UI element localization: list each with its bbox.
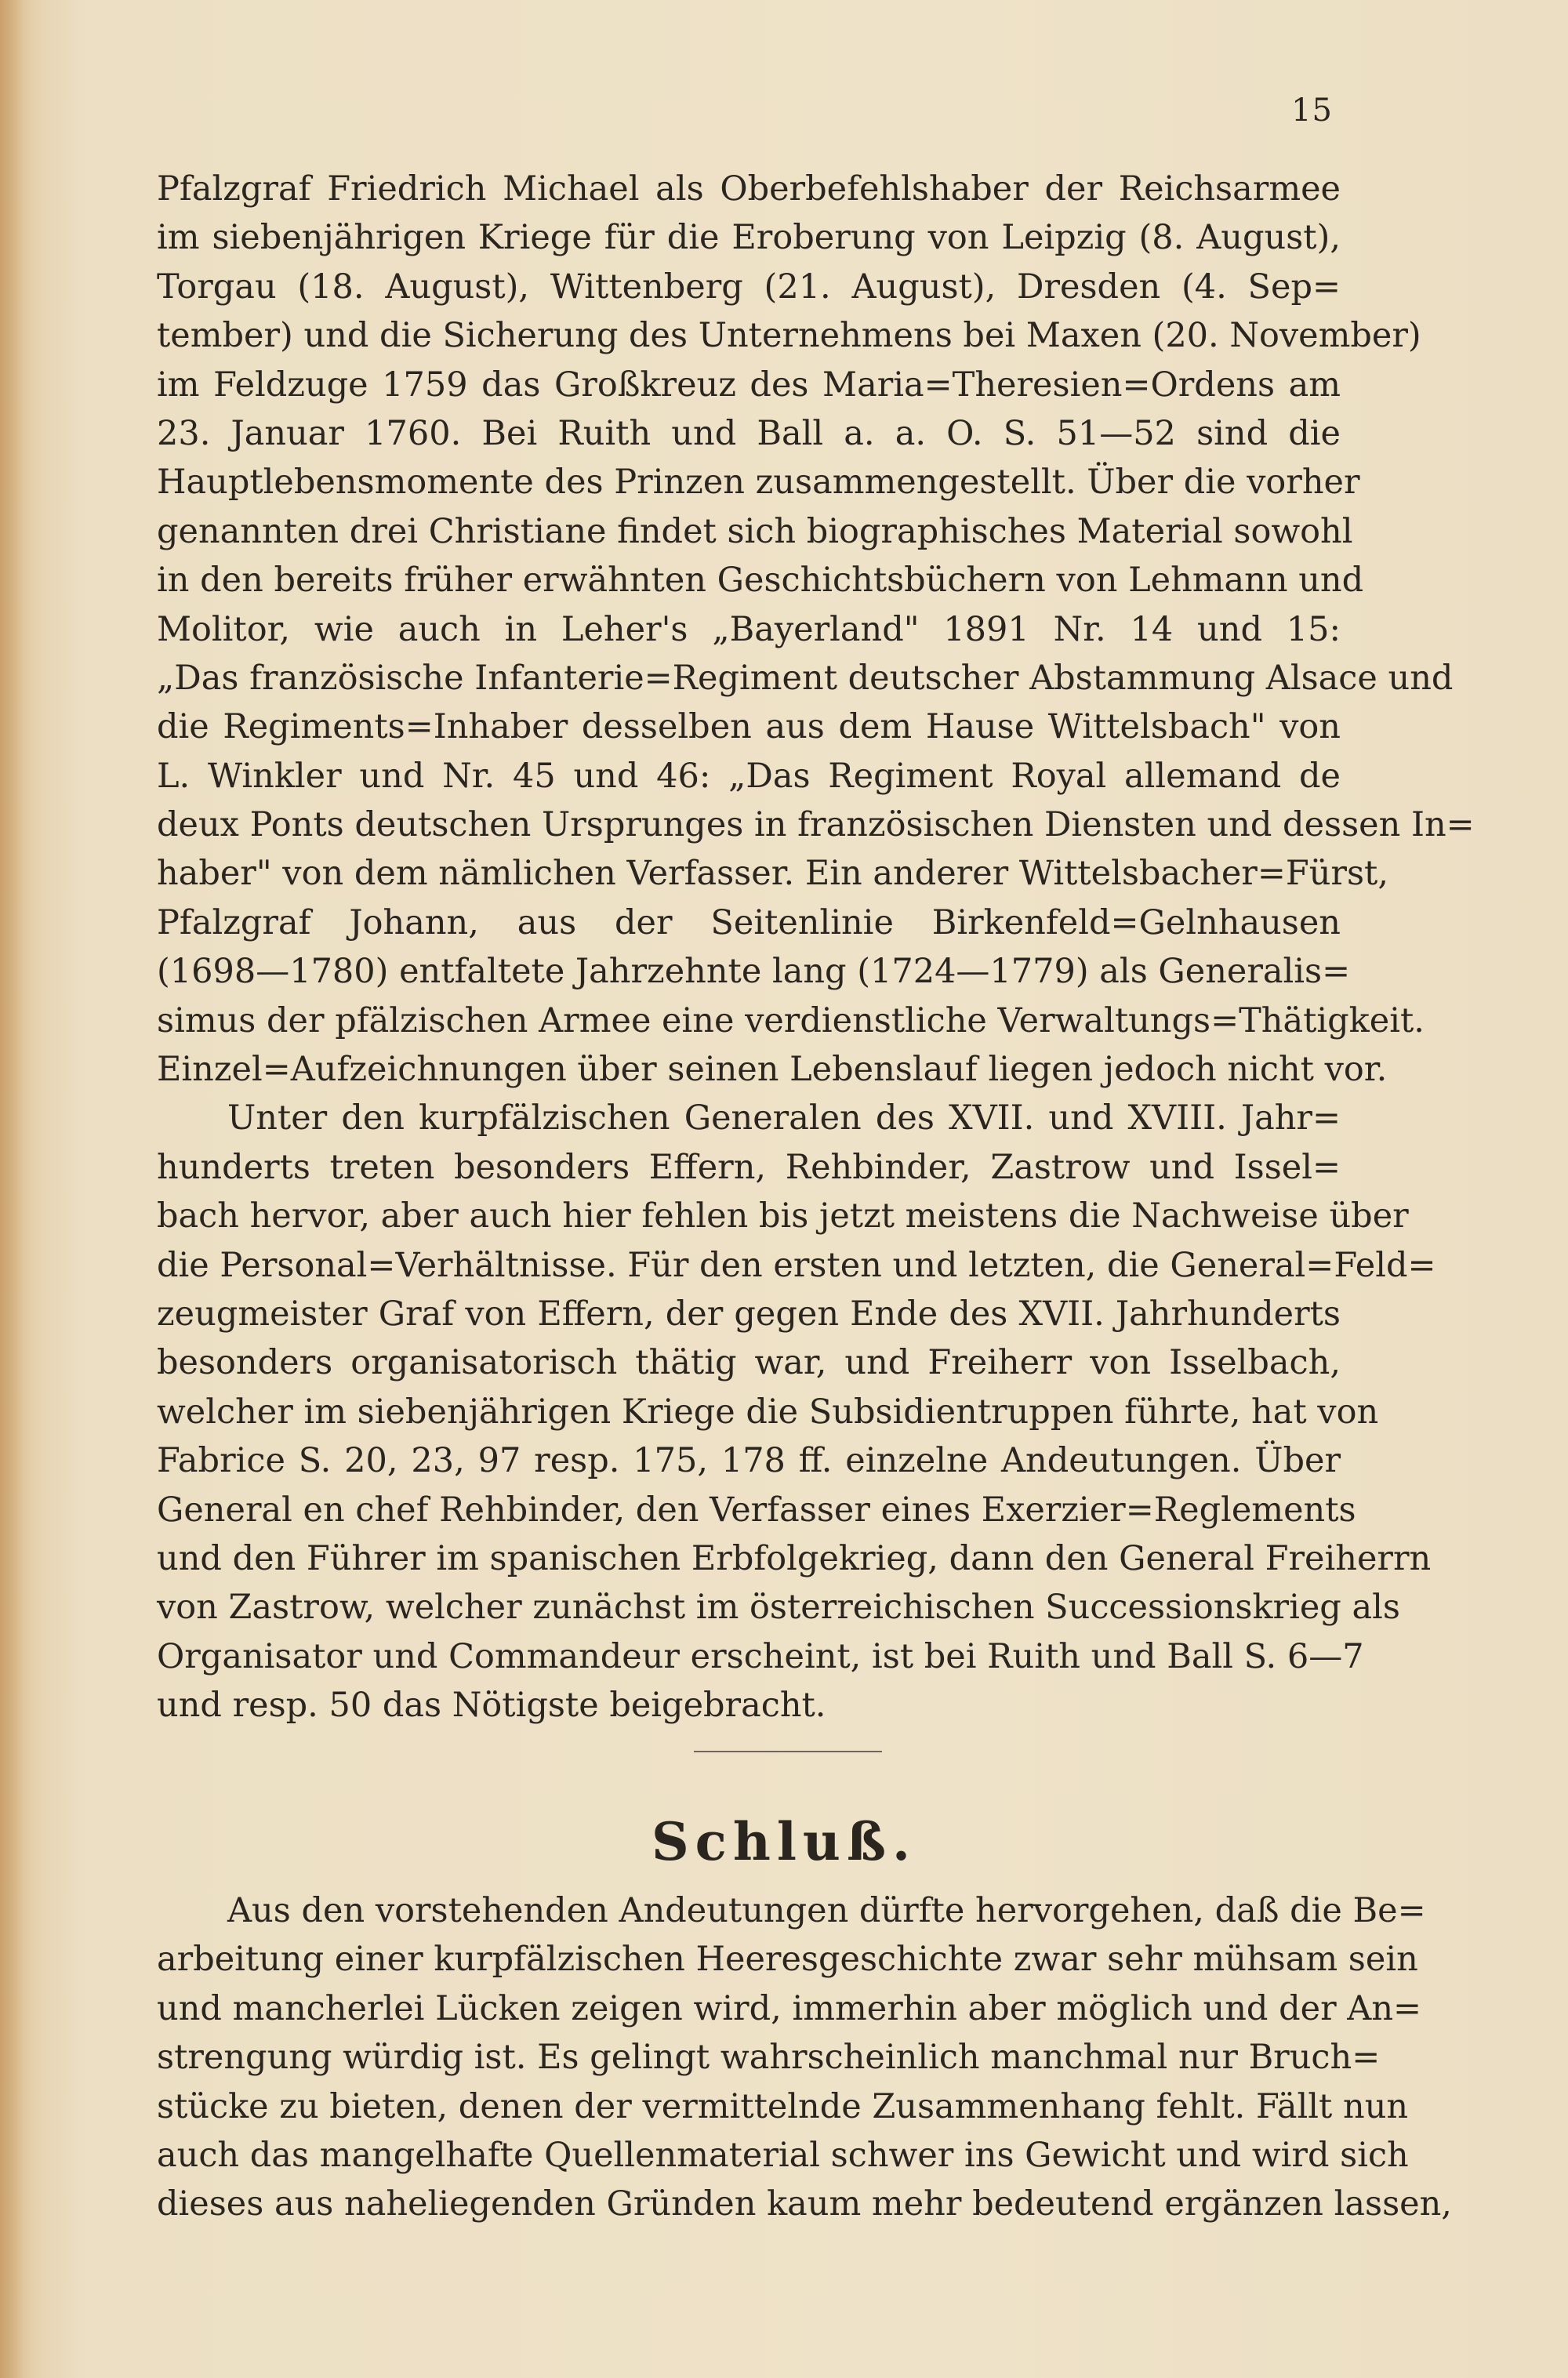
text-line: welcher im siebenjährigen Kriege die Subsidientruppen führte, hat von [157, 1392, 1379, 1432]
text-line: Hauptlebensmomente des Prinzen zusammengestellt. Über die vorher [157, 463, 1360, 503]
text-line: strengung würdig ist. Es gelingt wahrscheinlich manchmal nur Bruch= [157, 2038, 1381, 2078]
text-line: in den bereits früher erwähnten Geschichtsbüchern von Lehmann und [157, 561, 1364, 601]
main-text-block [157, 165, 1475, 1730]
text-line: und resp. 50 das Nötigste beigebracht. [157, 1686, 826, 1726]
text-line: Fabrice S. 20, 23, 97 resp. 175, 178 ff. einzelne Andeutungen. Über [157, 1441, 1341, 1481]
text-line: arbeitung einer kurpfälzischen Heeresgeschichte zwar sehr mühsam sein [157, 1940, 1418, 1980]
text-line: bach hervor, aber auch hier fehlen bis jetzt meistens die Nachweise über [157, 1196, 1409, 1236]
text-line: besonders organisatorisch thätig war, und Freiherr von Isselbach, [157, 1343, 1341, 1383]
paragraph-start-line: Aus den vorstehenden Andeutungen dürfte hervorgehen, daß die Be= [227, 1891, 1426, 1930]
text-line: Pfalzgraf Johann, aus der Seitenlinie Birkenfeld=Gelnhausen [157, 902, 1341, 942]
text-line: im siebenjährigen Kriege für die Eroberung von Leipzig (8. August), [157, 218, 1341, 258]
text-line: 23. Januar 1760. Bei Ruith und Ball a. a. O. S. 51—52 sind die [157, 413, 1341, 453]
text-line: die Regiments=Inhaber desselben aus dem Hause Wittelsbach" von [157, 707, 1341, 747]
text-line: und den Führer im spanischen Erbfolgekrieg, dann den General Freiherrn [157, 1538, 1432, 1578]
text-line: Torgau (18. August), Wittenberg (21. August), Dresden (4. Sep= [157, 267, 1341, 307]
paragraph-start-line: Unter den kurpfälzischen Generalen des XVII. und XVIII. Jahr= [227, 1098, 1341, 1138]
text-line: haber" von dem nämlichen Verfasser. Ein anderer Wittelsbacher=Fürst, [157, 854, 1388, 894]
text-line: simus der pfälzischen Armee eine verdienstliche Verwaltungs=Thätigkeit. [157, 1000, 1425, 1040]
text-line: von Zastrow, welcher zunächst im österreichischen Successionskrieg als [157, 1588, 1400, 1628]
page-edge-stain [0, 0, 47, 2378]
text-line: deux Ponts deutschen Ursprunges in französischen Diensten und dessen In= [157, 805, 1475, 845]
text-line: L. Winkler und Nr. 45 und 46: „Das Regiment Royal allemand de [157, 756, 1341, 796]
closing-text-block [157, 1886, 1452, 2229]
text-line: „Das französische Infanterie=Regiment deutscher Abstammung Alsace und [157, 658, 1454, 698]
text-line: Organisator und Commandeur erscheint, ist bei Ruith und Ball S. 6—7 [157, 1636, 1364, 1676]
text-line: zeugmeister Graf von Effern, der gegen Ende des XVII. Jahrhunderts [157, 1294, 1341, 1334]
text-line: dieses aus naheliegenden Gründen kaum mehr bedeutend ergänzen lassen, [157, 2184, 1452, 2224]
text-line: im Feldzuge 1759 das Großkreuz des Maria=Theresien=Ordens am [157, 365, 1341, 405]
text-line: General en chef Rehbinder, den Verfasser eines Exerzier=Reglements [157, 1490, 1356, 1530]
text-line: die Personal=Verhältnisse. Für den ersten und letzten, die General=Feld= [157, 1245, 1436, 1285]
text-line: (1698—1780) entfaltete Jahrzehnte lang (1724—1779) als Generalis= [157, 952, 1351, 992]
page-number: 15 [1291, 93, 1333, 129]
text-line: Molitor, wie auch in Leher's „Bayerland" 1891 Nr. 14 und 15: [157, 609, 1341, 649]
section-divider [694, 1751, 882, 1752]
text-line: tember) und die Sicherung des Unternehmens bei Maxen (20. November) [157, 316, 1421, 356]
text-line: auch das mangelhafte Quellenmaterial schwer ins Gewicht und wird sich [157, 2135, 1409, 2175]
text-line: und mancherlei Lücken zeigen wird, immerhin aber möglich und der An= [157, 1988, 1422, 2028]
text-line: Einzel=Aufzeichnungen über seinen Lebenslauf liegen jedoch nicht vor. [157, 1050, 1388, 1090]
section-title: Schluß. [651, 1811, 916, 1872]
text-line: hunderts treten besonders Effern, Rehbinder, Zastrow und Issel= [157, 1147, 1341, 1187]
text-line: Pfalzgraf Friedrich Michael als Oberbefehlshaber der Reichsarmee [157, 169, 1341, 209]
text-line: genannten drei Christiane findet sich biographisches Material sowohl [157, 511, 1353, 551]
text-line: stücke zu bieten, denen der vermittelnde Zusammenhang fehlt. Fällt nun [157, 2086, 1409, 2126]
